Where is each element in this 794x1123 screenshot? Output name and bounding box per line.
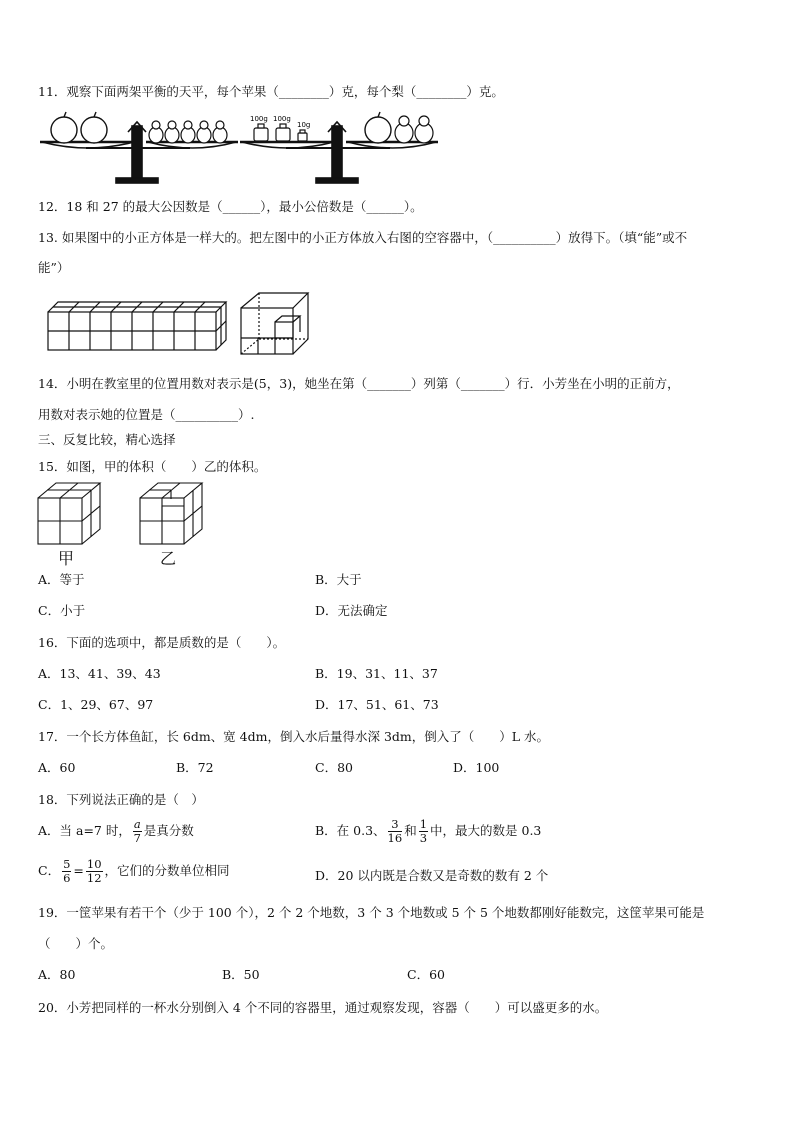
q18-option-d[interactable]: D．20 以内既是合数又是奇数的数有 2 个 <box>315 868 549 883</box>
q19-line2: （ ）个。 <box>38 936 114 951</box>
fraction-1-3: $\frac{1}{3}$ <box>419 817 428 845</box>
q18-b-and: 和 <box>404 823 417 838</box>
small-cubes-figure <box>44 296 234 356</box>
cube-figure-yi <box>138 480 208 548</box>
q16-option-d[interactable]: D．17、51、61、73 <box>315 697 439 712</box>
q15-option-a[interactable]: A．等于 <box>38 572 85 587</box>
weight-label-3: 10g <box>297 121 311 129</box>
q20-text: 20．小芳把同样的一杯水分别倒入 4 个不同的容器里，通过观察发现，容器（ ）可以盛更多的水。 <box>38 1000 608 1015</box>
q17-text: 17．一个长方体鱼缸，长 6dm、宽 4dm，倒入水后量得水深 3dm，倒入了（ ）L 水。 <box>38 729 550 744</box>
q12-text: 12．18 和 27 的最大公因数是（______），最小公倍数是（______）。 <box>38 199 423 214</box>
q18-option-a[interactable] <box>38 818 194 845</box>
fraction-3-16: $\frac{3}{16}$ <box>387 817 403 845</box>
q18-c-prefix: C． <box>38 863 61 878</box>
q16-option-a[interactable]: A．13、41、39、43 <box>38 666 161 681</box>
figure-label-yi: 乙 <box>160 549 177 568</box>
q18-option-c[interactable] <box>38 858 230 885</box>
fraction-10-12: $\frac{10}{12}$ <box>86 857 102 885</box>
q16-option-c[interactable]: C．1、29、67、97 <box>38 697 154 712</box>
q13-line1: 13. 如果图中的小正方体是一样大的。把左图中的小正方体放入右图的空容器中，（__________）放得下。（填“能”或不 <box>38 230 688 245</box>
q14-line1: 14．小明在教室里的位置用数对表示是(5，3)，她坐在第（_______）列第（_______）行．小芳坐在小明的正前方， <box>38 376 680 391</box>
cube-figure-jia <box>36 480 106 548</box>
q18-a-prefix: A．当 a=7 时， <box>38 823 131 838</box>
q17-option-b[interactable]: B．72 <box>176 760 214 775</box>
q18-option-b[interactable] <box>315 818 541 845</box>
q15-option-c[interactable]: C．小于 <box>38 603 86 618</box>
q18-a-suffix: 是真分数 <box>143 823 194 838</box>
section-title: 三、反复比较，精心选择 <box>38 432 176 447</box>
q11-text: 11．观察下面两架平衡的天平，每个苹果（________）克，每个梨（________）克。 <box>38 84 504 99</box>
q18-b-prefix: B．在 0.3、 <box>315 823 386 838</box>
weight-label-1: 100g <box>250 115 268 123</box>
q17-option-c[interactable]: C．80 <box>315 760 353 775</box>
pear-icon <box>149 121 227 143</box>
balance-scales-figure <box>38 108 438 186</box>
apple-icon <box>51 112 107 143</box>
q18-text: 18．下列说法正确的是（ ） <box>38 792 204 807</box>
q17-option-a[interactable]: A．60 <box>38 760 76 775</box>
apple-icon <box>365 112 391 143</box>
q19-option-a[interactable]: A．80 <box>38 967 76 982</box>
figure-label-jia: 甲 <box>58 549 75 568</box>
q19-line1: 19．一筐苹果有若干个（少于 100 个），2 个 2 个地数，3 个 3 个地数或 5 个 5 个地数都刚好能数完，这筐苹果可能是 <box>38 905 705 920</box>
q15-option-d[interactable]: D．无法确定 <box>315 603 388 618</box>
q13-line2: 能”） <box>38 260 70 275</box>
pear-icon <box>395 116 433 143</box>
weight-label-2: 100g <box>273 115 291 123</box>
q16-option-b[interactable]: B．19、31、11、37 <box>315 666 438 681</box>
q19-option-b[interactable]: B．50 <box>222 967 260 982</box>
q17-option-d[interactable]: D．100 <box>453 760 500 775</box>
q18-b-suffix: 中，最大的数是 0.3 <box>430 823 542 838</box>
q15-option-b[interactable]: B．大于 <box>315 572 362 587</box>
fraction-5-6: $\frac{5}{6}$ <box>63 857 71 885</box>
q14-line2: 用数对表示她的位置是（__________）. <box>38 407 255 422</box>
q18-c-suffix: ，它们的分数单位相同 <box>104 863 230 878</box>
q19-option-c[interactable]: C．60 <box>407 967 445 982</box>
empty-container-figure <box>238 290 312 358</box>
q15-text: 15．如图，甲的体积（ ）乙的体积。 <box>38 459 267 474</box>
q16-text: 16．下面的选项中，都是质数的是（ ）。 <box>38 635 286 650</box>
fraction-a-over-7: $\frac{a}{7}$ <box>133 817 141 845</box>
equals-sign: = <box>73 863 84 878</box>
